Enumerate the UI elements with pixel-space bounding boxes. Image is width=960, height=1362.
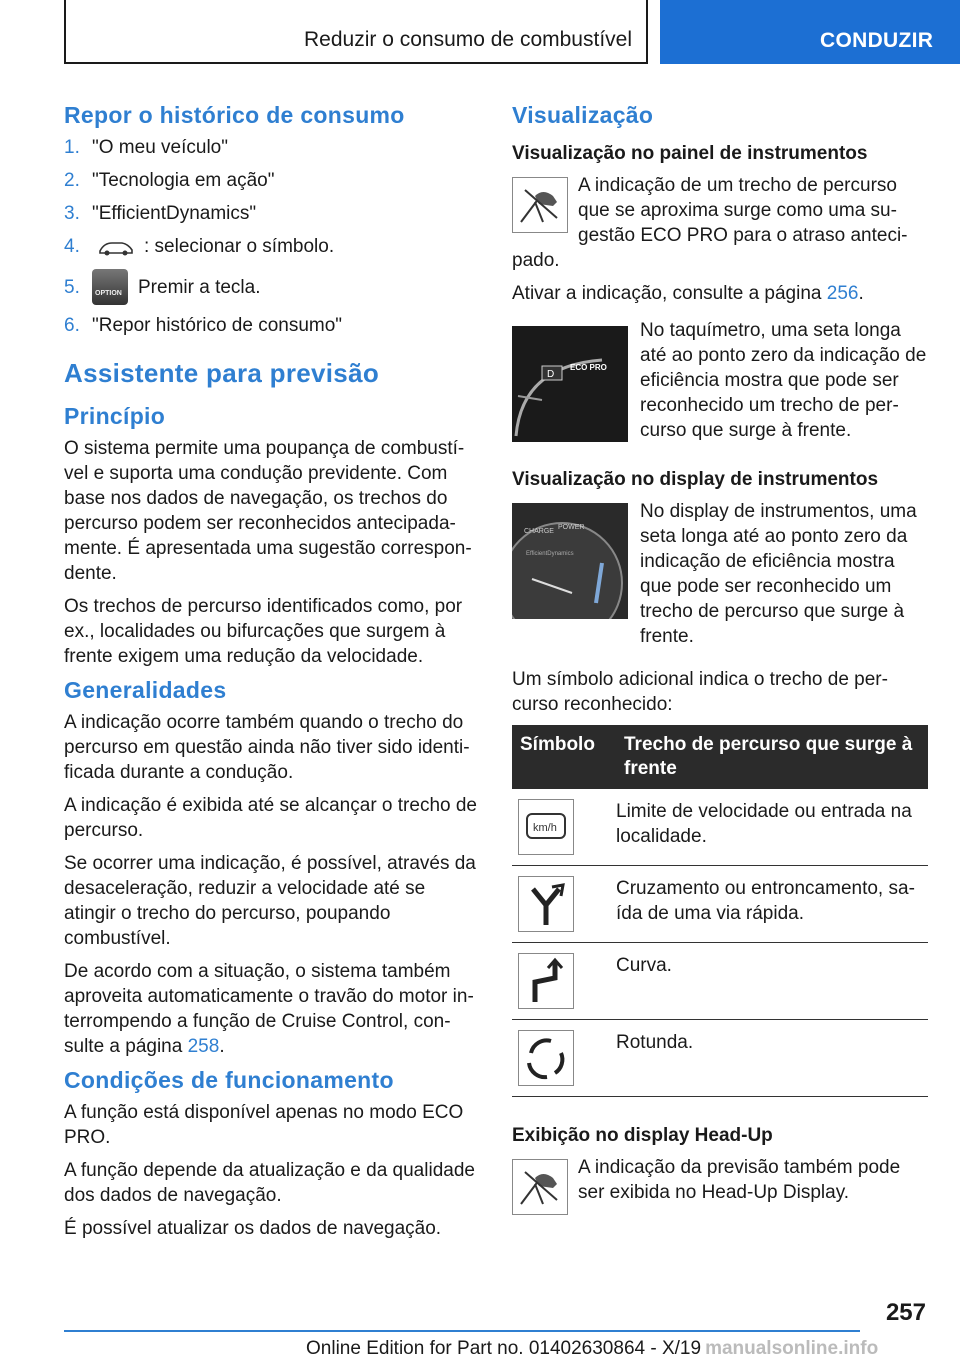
- table-cell-description: Limite de velocidade ou entrada na localidade.: [616, 789, 928, 866]
- panel-paragraph-1: A indicação de um trecho de percurso que se aproxima surge como uma sugestão ECO PRO para o atraso antecipado.: [512, 175, 908, 271]
- general-paragraph-1: A indicação ocorre também quando o trecho do percurso em questão ainda não tiver sido identificada durante a condução.: [64, 712, 470, 783]
- page-reference-link[interactable]: 256: [826, 283, 859, 304]
- header-chapter-tab: [660, 0, 960, 64]
- head-up-paragraph: A indicação da previsão também pode ser exibida no Head-Up Display.: [578, 1157, 901, 1203]
- footer-watermark: manualsonline.info: [705, 1338, 879, 1359]
- reset-steps-list: [64, 135, 480, 338]
- instrument-panel-heading: Visualização no painel de instrumentos: [512, 143, 868, 164]
- footer-divider: [64, 1330, 860, 1332]
- step-text: "O meu veículo": [92, 137, 228, 158]
- step-2: [64, 168, 480, 193]
- conditions-paragraph-1: A função está disponível apenas no modo ECO PRO.: [64, 1102, 464, 1148]
- eco-anticipation-icon: [512, 177, 568, 233]
- curve-icon: [518, 953, 574, 1009]
- step-4: [64, 234, 480, 259]
- speed-limit-label: km/h: [533, 822, 557, 834]
- table-header-row: [512, 725, 928, 789]
- symbols-intro: Um símbolo adicional indica o trecho de percurso reconhecido:: [512, 669, 888, 715]
- option-key-label: OPTION: [95, 290, 122, 297]
- right-column: [512, 102, 928, 1219]
- step-number: 1.: [64, 137, 80, 158]
- step-text: "Repor histórico de consumo": [92, 315, 343, 336]
- conditions-heading: Condições de funcionamento: [64, 1067, 394, 1093]
- step-number: 4.: [64, 236, 80, 257]
- junction-icon: [518, 876, 574, 932]
- general-paragraph-2: A indicação é exibida até se alcançar o trecho de percurso.: [64, 795, 477, 841]
- conditions-paragraph-2: A função depende da atualização e da qualidade dos dados de navegação.: [64, 1160, 475, 1206]
- panel-paragraph-2: [512, 281, 928, 306]
- header-chapter-title: CONDUZIR: [820, 29, 934, 52]
- speedometer-paragraph: No taquímetro, uma seta longa até ao ponto zero da indicação de eficiência mostra que pode ser reconhecido um trecho de percurso que surge à frente.: [640, 320, 927, 441]
- principle-heading: Princípio: [64, 403, 166, 429]
- table-row: [512, 866, 928, 943]
- general-paragraph-4: [64, 959, 480, 1059]
- conditions-paragraph-3: É possível atualizar os dados de navegação.: [64, 1218, 442, 1239]
- table-cell-description: Rotunda.: [616, 1020, 928, 1097]
- page-number: 257: [885, 1299, 926, 1326]
- speed-limit-icon: [518, 799, 574, 855]
- page-reference-link[interactable]: 258: [187, 1036, 220, 1057]
- general-heading: Generalidades: [64, 677, 227, 703]
- step-text: "Tecnologia em ação": [92, 170, 275, 191]
- step-6: [64, 313, 480, 338]
- principle-paragraph-1: O sistema permite uma poupança de combustível e suporta uma condução previdente. Com base nos dados de navegação, os trechos do percurso podem ser reconhecidos antecipadamente. É apresentada uma sugestão correspondente.: [64, 438, 472, 584]
- step-text: Premir a tecla.: [138, 276, 261, 298]
- table-cell-description: Cruzamento ou entroncamento, saída de uma via rápida.: [616, 866, 928, 943]
- reset-history-heading: Repor o histórico de consumo: [64, 102, 405, 128]
- instrument-display-photo: [512, 503, 628, 624]
- footer-edition: [306, 1338, 878, 1360]
- instrument-display-heading: Visualização no display de instrumentos: [512, 469, 879, 490]
- header-section-title: Reduzir o consumo de combustível: [304, 28, 632, 51]
- step-1: [64, 135, 480, 160]
- step-text: : selecionar o símbolo.: [144, 236, 335, 257]
- symbols-table: [512, 725, 928, 1097]
- step-number: 6.: [64, 315, 80, 336]
- display-paragraph: No display de instrumentos, uma seta longa até ao ponto zero da indicação de eficiência mostra que pode ser reconhecido um trecho de percurso que surge à frente.: [640, 501, 917, 647]
- footer-edition-text: Online Edition for Part no. 01402630864 - X/19: [306, 1338, 702, 1359]
- step-number: 5.: [64, 276, 80, 298]
- speedometer-photo: [512, 326, 628, 447]
- header-section-box: [64, 0, 648, 64]
- gauge-ed-label: EfficientDynamics: [526, 551, 574, 557]
- principle-paragraph-2: Os trechos de percurso identificados como, por ex., localidades ou bifurcações que surgem à frente exigem uma redução da velocidade.: [64, 596, 463, 667]
- option-key-icon: [92, 269, 128, 305]
- table-row: [512, 789, 928, 866]
- period: .: [219, 1036, 225, 1057]
- eco-anticipation-icon: [512, 1159, 568, 1215]
- head-up-heading: Exibição no display Head-Up: [512, 1125, 773, 1146]
- left-column: [64, 102, 480, 1249]
- table-row: [512, 943, 928, 1020]
- step-text: "EfficientDynamics": [92, 203, 257, 224]
- car-eco-icon: [96, 235, 136, 259]
- visualization-heading: Visualização: [512, 102, 654, 128]
- table-row: [512, 1020, 928, 1097]
- gauge-d-label: D: [547, 369, 555, 380]
- panel-paragraph-2-text: Ativar a indicação, consulte a página: [512, 283, 822, 304]
- general-paragraph-4-text: De acordo com a situação, o sistema também aproveita automaticamente o travão do motor interrompendo a função de Cruise Control, consulte a página: [64, 961, 474, 1057]
- roundabout-icon: [518, 1030, 574, 1086]
- gauge-power-label: POWER: [558, 524, 585, 531]
- gauge-eco-label: ECO PRO: [570, 363, 607, 372]
- step-number: 2.: [64, 170, 80, 191]
- step-3: [64, 201, 480, 226]
- table-header-symbol: Símbolo: [512, 725, 616, 789]
- period: .: [858, 283, 864, 304]
- step-5: [64, 269, 480, 305]
- step-number: 3.: [64, 203, 80, 224]
- gauge-charge-label: CHARGE: [524, 528, 554, 535]
- general-paragraph-3: Se ocorrer uma indicação, é possível, através da desaceleração, reduzir a velocidade até se atingir o trecho do percurso, poupando combustível.: [64, 853, 476, 949]
- assistant-heading: Assistente para previsão: [64, 358, 380, 388]
- table-header-description: Trecho de percurso que surge à frente: [616, 725, 928, 789]
- table-cell-description: Curva.: [616, 943, 928, 1020]
